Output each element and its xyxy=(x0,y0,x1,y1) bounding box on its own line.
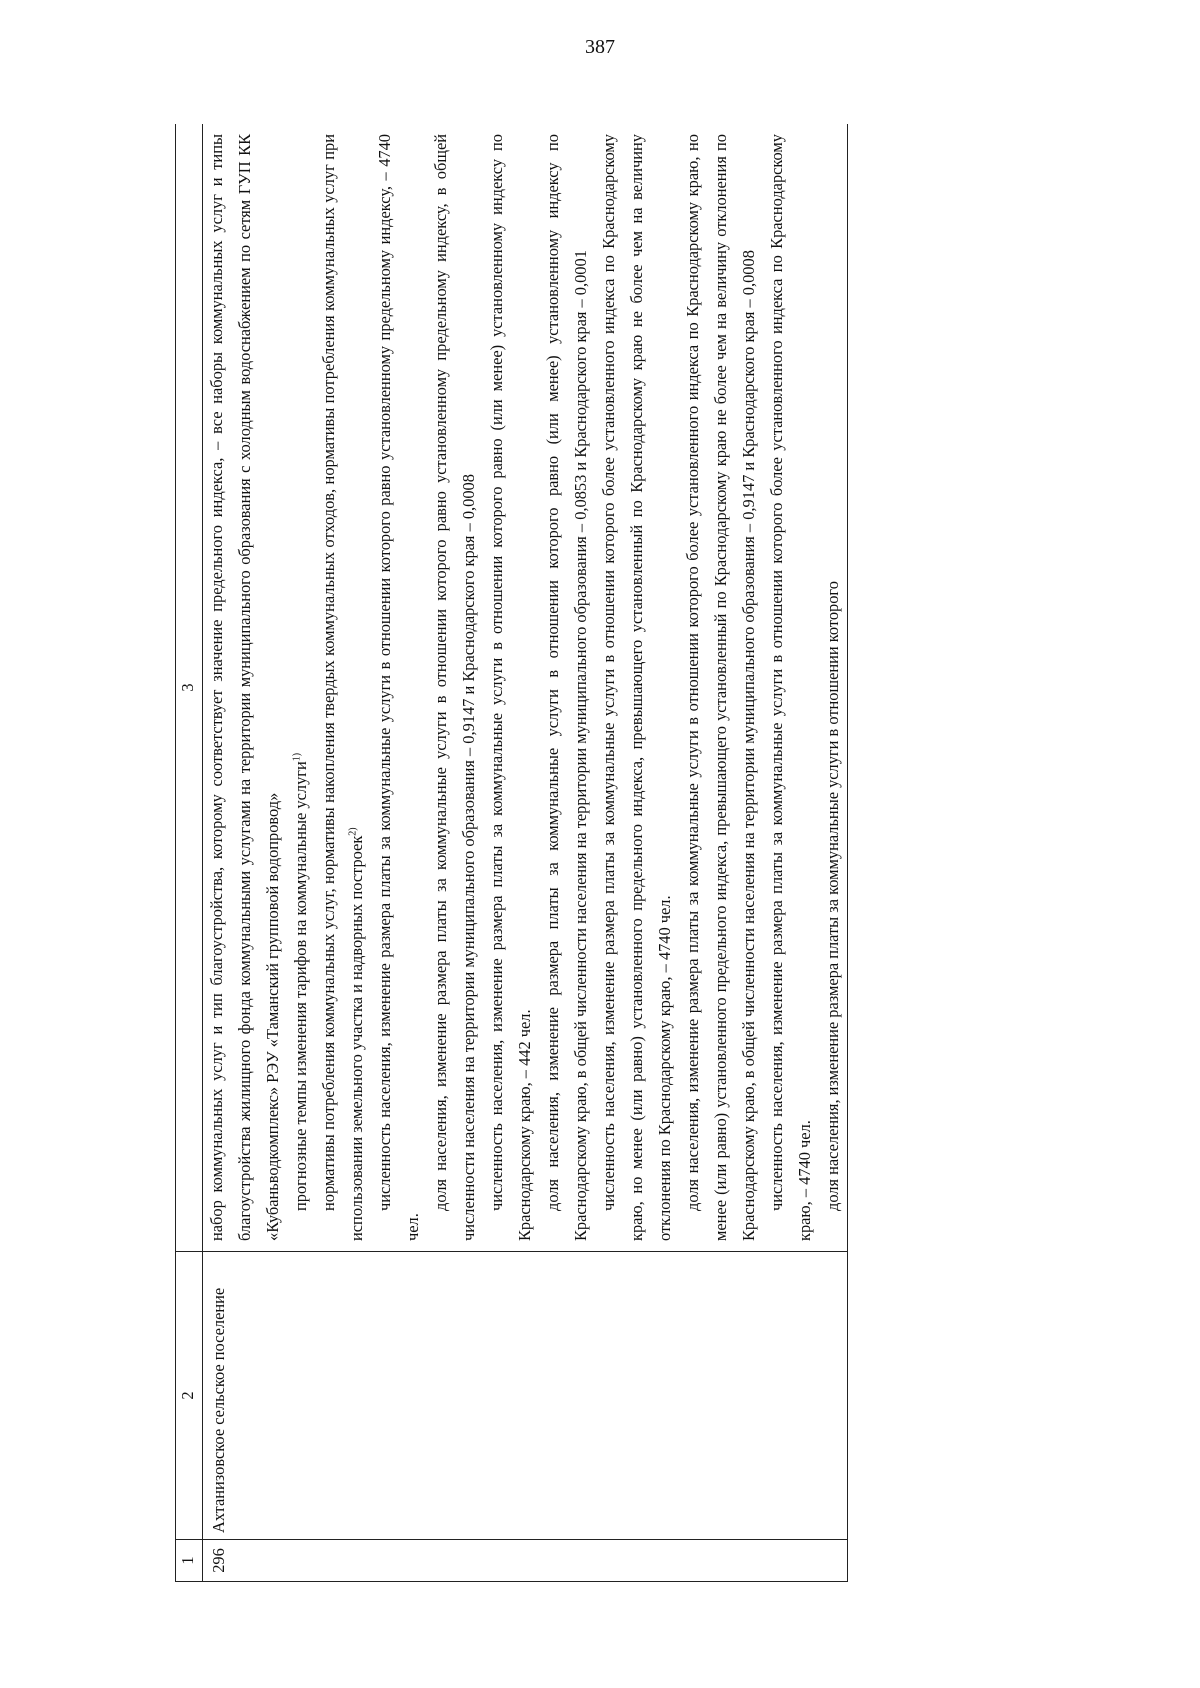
header-row xyxy=(176,124,203,1582)
data-table xyxy=(175,124,848,1582)
paragraph-text: доля населения, изменение размера платы за коммунальные услуги в отношении которого более установленного индекса по Краснодарскому краю, но менее (или равно) установленного предельного индекса, превышающего установленный по Краснодарскому краю не более чем на величину отклонения по Краснодарскому краю, в общей численности населения на территории муниципального образования – 0,9147 и Краснодарского края – 0,0008 xyxy=(683,134,758,1241)
content-paragraph xyxy=(287,134,315,1241)
content-paragraph xyxy=(203,134,287,1241)
paragraph-text: нормативы потребления коммунальных услуг, нормативы накопления твердых коммунальных отходов, нормативы потребления коммунальных услуг при использовании земельного участка и надворных построек xyxy=(319,134,366,1241)
paragraph-text: доля населения, изменение размера платы за коммунальные услуги в отношении которого равно установленному предельному индексу, в общей численности населения на территории муниципального образования – 0,9147 и Краснодарского края – 0,0008 xyxy=(431,134,478,1241)
footnote-marker: 1) xyxy=(291,752,303,762)
paragraph-text: прогнозные темпы изменения тарифов на коммунальные услуги xyxy=(291,761,310,1211)
table-row xyxy=(203,124,848,1582)
content-paragraph xyxy=(371,134,427,1241)
settlement-name: Ахтанизовское сельское поселение xyxy=(203,1252,848,1540)
rotated-table-frame xyxy=(175,124,1105,1582)
paragraph-text: численность населения, изменение размера платы за коммунальные услуги в отношении которого более установленного индекса по Краснодарскому краю, – 4740 чел. xyxy=(767,134,814,1241)
header-col-1: 1 xyxy=(176,1540,203,1582)
header-col-3: 3 xyxy=(176,124,203,1252)
paragraph-text: численность населения, изменение размера платы за коммунальные услуги в отношении которого более установленного индекса по Краснодарскому краю, но менее (или равно) установленного предельного индекса, превышающего установленный по Краснодарскому краю не более чем на величину отклонения по Краснодарскому краю, – 4740 чел. xyxy=(599,134,674,1241)
content-paragraph xyxy=(595,134,679,1241)
content-paragraph xyxy=(763,134,819,1241)
table-rotator xyxy=(175,124,1105,1582)
paragraph-text: доля населения, изменение размера платы за коммунальные услуги в отношении которого равно (или менее) установленному индексу по Краснодарскому краю, в общей численности населения на территории муниципального образования – 0,0853 и Краснодарского края – 0,0001 xyxy=(543,134,590,1241)
content-paragraph xyxy=(539,134,595,1241)
footnote-marker: 2) xyxy=(347,827,359,836)
content-paragraph xyxy=(819,134,847,1241)
content-paragraph xyxy=(679,134,763,1241)
paragraph-text: численность населения, изменение размера платы за коммунальные услуги в отношении которого равно установленному предельному индексу, – 4740 чел. xyxy=(375,134,422,1241)
paragraph-text: доля населения, изменение размера платы за коммунальные услуги в отношении которого xyxy=(823,581,842,1211)
content-paragraph xyxy=(315,134,371,1241)
row-content xyxy=(203,124,848,1252)
header-col-2: 2 xyxy=(176,1252,203,1540)
paragraph-text: набор коммунальных услуг и тип благоустройства, которому соответствует значение предельного индекса, – все наборы коммунальных услуг и типы благоустройства жилищного фонда коммунальными услугами на территории муниципального образования с холодным водоснабжением по сетям ГУП КК «Кубаньводкомплекс» РЭУ «Таманский групповой водопровод» xyxy=(207,134,282,1241)
page-number: 387 xyxy=(585,36,615,58)
paragraph-text: численность населения, изменение размера платы за коммунальные услуги в отношении которого равно (или менее) установленному индексу по Краснодарскому краю, – 442 чел. xyxy=(487,134,534,1241)
content-paragraph xyxy=(427,134,483,1241)
row-number: 296 xyxy=(203,1540,848,1582)
content-paragraph xyxy=(483,134,539,1241)
